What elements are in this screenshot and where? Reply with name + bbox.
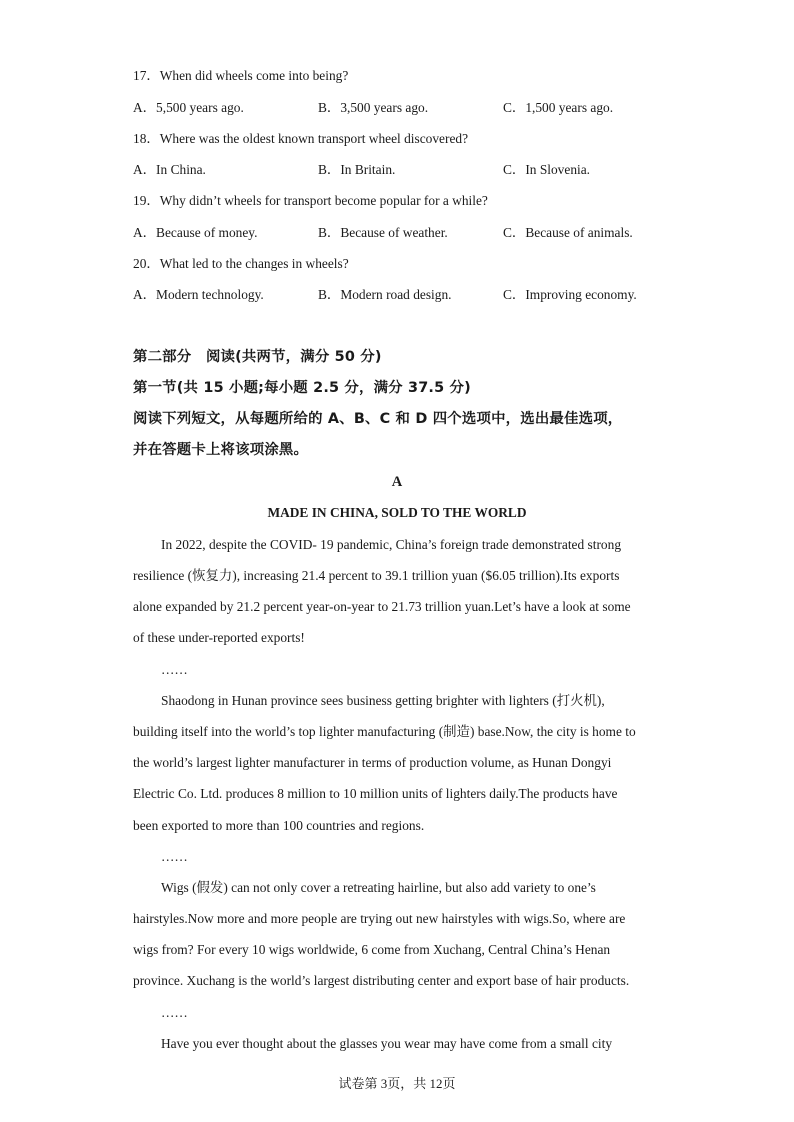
- passage-ellipsis: ……: [161, 1005, 188, 1020]
- option-a: A．5,500 years ago.: [133, 100, 244, 115]
- passage-line: Electric Co. Ltd. produces 8 million to 10 million units of lighters daily.The products have: [133, 786, 618, 801]
- question-18-stem: 18．Where was the oldest known transport wheel discovered?: [133, 131, 469, 146]
- option-c: C．In Slovenia.: [503, 162, 591, 177]
- option-a: A．Because of money.: [133, 225, 258, 240]
- passage-line: hairstyles.Now more and more people are trying out new hairstyles with wigs.So, where are: [133, 911, 626, 926]
- passage-ellipsis: ……: [161, 849, 188, 864]
- option-c: C．Improving economy.: [503, 287, 637, 302]
- question-19-stem: 19．Why didn’t wheels for transport become popular for a while?: [133, 193, 488, 208]
- option-b: B．3,500 years ago.: [318, 100, 429, 115]
- page-footer: 试卷第 3页，共 12页: [338, 1076, 456, 1091]
- passage-line: Have you ever thought about the glasses you wear may have come from a small city: [161, 1036, 613, 1051]
- passage-line: Shaodong in Hunan province sees business getting brighter with lighters (打火机),: [161, 693, 605, 708]
- passage-letter: A: [391, 474, 403, 490]
- option-c: C．1,500 years ago.: [503, 100, 614, 115]
- section-heading: 第一节(共 15 小题;每小题 2.5 分，满分 37.5 分): [133, 380, 471, 396]
- part-heading: 第二部分 阅读(共两节，满分 50 分): [133, 349, 382, 365]
- passage-line: province. Xuchang is the world’s largest distributing center and export base of hair products.: [133, 973, 630, 988]
- passage-line: In 2022, despite the COVID- 19 pandemic, China’s foreign trade demonstrated strong: [161, 537, 622, 552]
- instruction-line-1: 阅读下列短文，从每题所给的 A、B、C 和 D 四个选项中，选出最佳选项，: [133, 411, 623, 427]
- option-b: B．In Britain.: [318, 162, 396, 177]
- option-a: A．Modern technology.: [133, 287, 264, 302]
- passage-title: MADE IN CHINA, SOLD TO THE WORLD: [267, 505, 527, 520]
- passage-line: been exported to more than 100 countries and regions.: [133, 818, 425, 833]
- passage-ellipsis: ……: [161, 662, 188, 677]
- option-b: B．Modern road design.: [318, 287, 452, 302]
- option-a: A．In China.: [133, 162, 206, 177]
- question-20-options: [0, 286, 794, 304]
- instruction-line-2: 并在答题卡上将该项涂黑。: [133, 442, 309, 458]
- passage-line: alone expanded by 21.2 percent year-on-year to 21.73 trillion yuan.Let’s have a look at some: [133, 599, 631, 614]
- passage-line: building itself into the world’s top lighter manufacturing (制造) base.Now, the city is home to: [133, 724, 636, 739]
- passage-line: the world’s largest lighter manufacturer in terms of production volume, as Hunan Dongyi: [133, 755, 612, 770]
- option-c: C．Because of animals.: [503, 225, 633, 240]
- question-17-options: [0, 99, 794, 117]
- question-20-stem: 20．What led to the changes in wheels?: [133, 256, 349, 271]
- question-18-options: [0, 161, 794, 179]
- passage-line: resilience (恢复力), increasing 21.4 percent to 39.1 trillion yuan ($6.05 trillion).Its exports: [133, 568, 620, 583]
- passage-line: of these under-reported exports!: [133, 630, 305, 645]
- passage-line: Wigs (假发) can not only cover a retreating hairline, but also add variety to one’s: [161, 880, 596, 895]
- question-17-stem: 17．When did wheels come into being?: [133, 68, 349, 83]
- passage-line: wigs from? For every 10 wigs worldwide, 6 come from Xuchang, Central China’s Henan: [133, 942, 611, 957]
- question-19-options: [0, 224, 794, 242]
- option-b: B．Because of weather.: [318, 225, 448, 240]
